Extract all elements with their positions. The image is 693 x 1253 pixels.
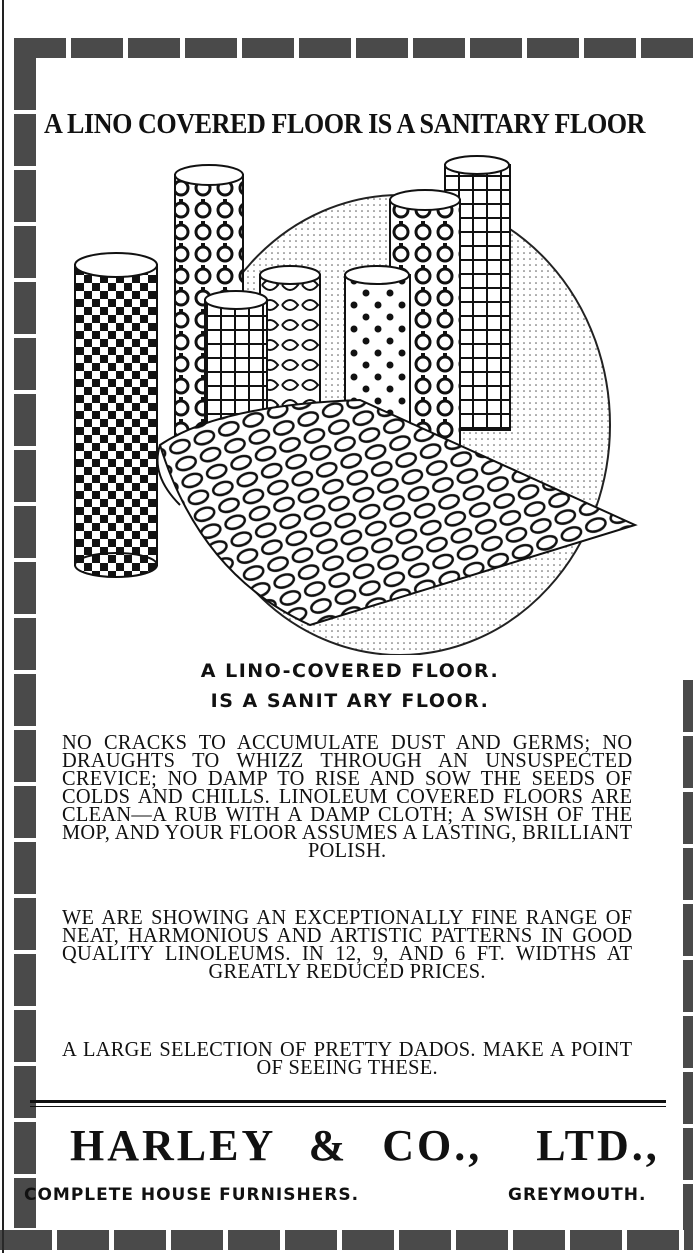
- roll-checker: [75, 253, 157, 577]
- company-name-part-2: CO.,: [382, 1121, 483, 1170]
- decorative-border-bottom: [0, 1230, 693, 1250]
- body-paragraph-3: A LARGE SELECTION OF PRETTY DADOS. MAKE A POINT OF SEEING THESE.: [62, 1037, 633, 1079]
- company-town: GREYMOUTH.: [508, 1185, 647, 1205]
- company-name-part-3: LTD.,: [536, 1121, 660, 1170]
- subhead-line-1: A LINO-COVERED FLOOR.: [200, 660, 500, 682]
- divider-thin: [30, 1106, 666, 1107]
- page-edge-line: [2, 0, 4, 1253]
- company-ampersand: &: [308, 1121, 349, 1170]
- company-name: [70, 1120, 660, 1171]
- subhead-line-2: IS A SANIT ARY FLOOR.: [210, 690, 490, 712]
- decorative-border-right: [683, 680, 693, 1230]
- decorative-border-left: [14, 58, 36, 1228]
- decorative-border-top: [14, 38, 693, 58]
- body-paragraph-1: NO CRACKS TO ACCUMULATE DUST AND GERMS; NO DRAUGHTS TO WHIZZ THROUGH AN UNSUSPECTED CREVICE; NO DAMP TO RISE AND SOW THE SEEDS OF COLDS AND CHILLS. LINOLEUM COVERED FLOORS ARE CLEAN—A RUB WITH A DAMP CLOTH; A SWISH OF THE MOP, AND YOUR FLOOR ASSUMES A LASTING, BRILLIANT POLISH.: [62, 730, 633, 862]
- company-tagline: COMPLETE HOUSE FURNISHERS.: [24, 1185, 360, 1205]
- divider-thick: [30, 1100, 666, 1103]
- body-paragraph-2: WE ARE SHOWING AN EXCEPTIONALLY FINE RANGE OF NEAT, HARMONIOUS AND ARTISTIC PATTERNS IN GOOD QUALITY LINOLEUMS. IN 12, 9, AND 6 FT. WIDTHS AT GREATLY REDUCED PRICES.: [62, 905, 633, 983]
- company-name-part-1: HARLEY: [70, 1121, 275, 1170]
- headline: A LINO COVERED FLOOR IS A SANITARY FLOOR: [44, 108, 646, 140]
- linoleum-rolls-illustration: [60, 155, 660, 655]
